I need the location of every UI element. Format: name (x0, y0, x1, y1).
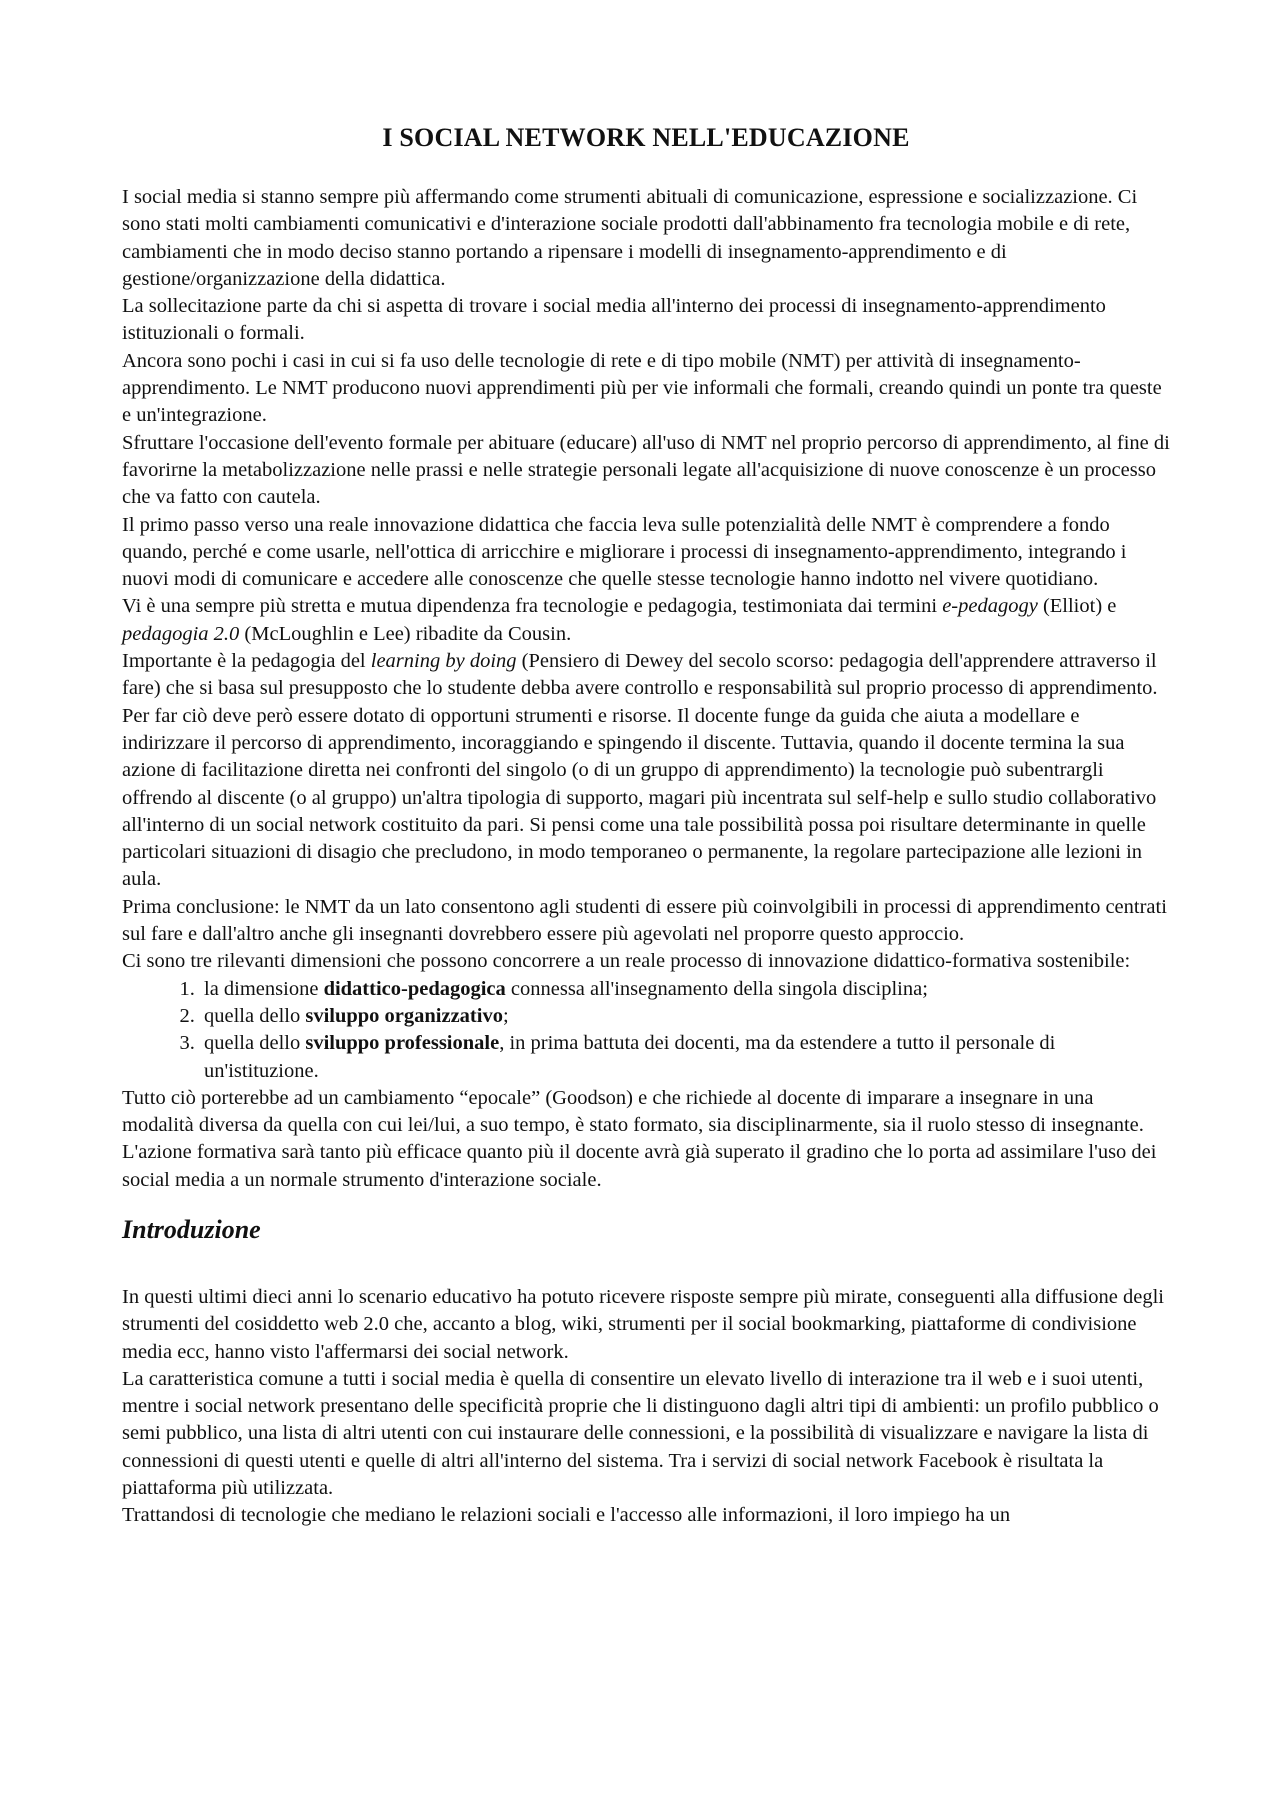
text-run: (Pensiero di Dewey del secolo scorso: pedagogia dell'apprendere attraverso il fare) che si basa sul presupposto che lo studente debba avere controllo e responsabilità sul proprio processo di apprendimento. Per far ciò deve però essere dotato di opportuni strumenti e risorse. Il docente funge da guida che aiuta a modellare e indirizzare il percorso di apprendimento, incoraggiando e spingendo il discente. Tuttavia, quando il docente termina la sua azione di facilitazione diretta nei confronti del singolo (o di un gruppo di apprendimento) la tecnologie può subentrargli offrendo al discente (o al gruppo) un'altra tipologia di supporto, magari più incentrata sul self-help e sullo studio collaborativo all'interno di un social network costituito da pari. Si pensi come una tale possibilità possa poi risultare determinante in quelle particolari situazioni di disagio che precludono, in modo temporaneo o permanente, la regolare partecipazione alle lezioni in aula. (122, 650, 1158, 891)
paragraph: La caratteristica comune a tutti i social media è quella di consentire un elevato livello di interazione tra il web e i suoi utenti, mentre i social network presentano delle specificità proprie che li distinguono dagli altri tipi di ambienti: un profilo pubblico o semi pubblico, una lista di altri utenti con cui instaurare delle connessioni, e la possibilità di visualizzare e navigare la lista di connessioni di questi utenti e quelle di altri all'interno del sistema. Tra i servizi di social network Facebook è risultata la piattaforma più utilizzata. (122, 1367, 1159, 1500)
paragraph: In questi ultimi dieci anni lo scenario educativo ha potuto ricevere risposte sempre più mirate, conseguenti alla diffusione degli strumenti del cosiddetto web 2.0 che, accanto a blog, wiki, strumenti per il social bookmarking, piattaforme di condivisione media ecc, hanno visto l'affermarsi dei social network. (122, 1285, 1164, 1363)
bold-term: sviluppo organizzativo (305, 1004, 503, 1027)
paragraph: L'azione formativa sarà tanto più efficace quanto più il docente avrà già superato il gradino che lo porta ad assimilare l'uso dei social media a un normale strumento d'interazione sociale. (122, 1141, 1157, 1191)
paragraph: Sfruttare l'occasione dell'evento formale per abituare (educare) all'uso di NMT nel proprio percorso di apprendimento, al fine di favorirne la metabolizzazione nelle prassi e nelle strategie personali legate all'acquisizione di nuove conoscenze è un processo che va fatto con cautela. (122, 431, 1170, 509)
paragraph: Ci sono tre rilevanti dimensioni che possono concorrere a un reale processo di innovazione didattico-formativa sostenibile: (122, 950, 1131, 973)
paragraph: Il primo passo verso una reale innovazione didattica che faccia leva sulle potenzialità delle NMT è comprendere a fondo quando, perché e come usarle, nell'ottica di arricchire e migliorare i processi di insegnamento-apprendimento, integrando i nuovi modi di comunicare e accedere alle conoscenze che quelle stesse tecnologie hanno indotto nel vivere quotidiano. (122, 513, 1127, 591)
text-run: (Elliot) e (1037, 595, 1117, 618)
paragraph: Prima conclusione: le NMT da un lato consentono agli studenti di essere più coinvolgibili in processi di apprendimento centrati sul fare e dall'altro anche gli insegnanti dovrebbero essere più agevolati nel proporre questo approccio. (122, 895, 1167, 946)
dimensions-list (122, 976, 1170, 1085)
italic-term: learning by doing (370, 650, 517, 673)
italic-term: e-pedagogy (942, 595, 1038, 618)
document-body (122, 184, 1170, 1530)
bold-term: sviluppo professionale (305, 1032, 500, 1055)
list-item: 1. la dimensione didattico-pedagogica connessa all'insegnamento della singola disciplina; (200, 976, 1170, 1003)
paragraph: Ancora sono pochi i casi in cui si fa uso delle tecnologie di rete e di tipo mobile (NMT) per attività di insegnamento-apprendimento. Le NMT producono nuovi apprendimenti più per vie informali che formali, creando quindi un ponte tra queste e un'integrazione. (122, 349, 1162, 427)
paragraph: Tutto ciò porterebbe ad un cambiamento “epocale” (Goodson) e che richiede al docente di imparare a insegnare in una modalità diversa da quella con cui lei/lui, a suo tempo, è stato formato, sia disciplinarmente, sia il ruolo stesso di insegnante. (122, 1086, 1144, 1137)
paragraph: I social media si stanno sempre più affermando come strumenti abituali di comunicazione, espressione e socializzazione. Ci sono stati molti cambiamenti comunicativi e d'interazione sociale prodotti dall'abbinamento fra tecnologia mobile e di rete, cambiamenti che in modo deciso stanno portando a ripensare i modelli di insegnamento-apprendimento e di gestione/organizzazione della didattica. (122, 186, 1138, 290)
paragraph (122, 648, 1170, 894)
text-run: Importante è la pedagogia del (122, 650, 371, 673)
paragraph: La sollecitazione parte da chi si aspetta di trovare i social media all'interno dei processi di insegnamento-apprendimento istituzionali o formali. (122, 295, 1106, 345)
bold-term: didattico-pedagogica (323, 977, 506, 1000)
paragraph (122, 593, 1170, 648)
italic-term: pedagogia 2.0 (122, 622, 240, 645)
document-title: I SOCIAL NETWORK NELL'EDUCAZIONE (382, 123, 910, 152)
text-run: Vi è una sempre più stretta e mutua dipendenza fra tecnologie e pedagogia, testimoniata dai termini (122, 595, 943, 618)
text-run: (McLoughlin e Lee) ribadite da Cousin. (239, 622, 572, 645)
list-item: 2. quella dello sviluppo organizzativo; (200, 1003, 1170, 1030)
section-heading: Introduzione (122, 1214, 261, 1244)
paragraph: Trattandosi di tecnologie che mediano le relazioni sociali e l'accesso alle informazioni, il loro impiego ha un (122, 1504, 1011, 1527)
list-item: 3. quella dello sviluppo professionale, in prima battuta dei docenti, ma da estendere a tutto il personale di un'istituzione. (200, 1030, 1170, 1085)
